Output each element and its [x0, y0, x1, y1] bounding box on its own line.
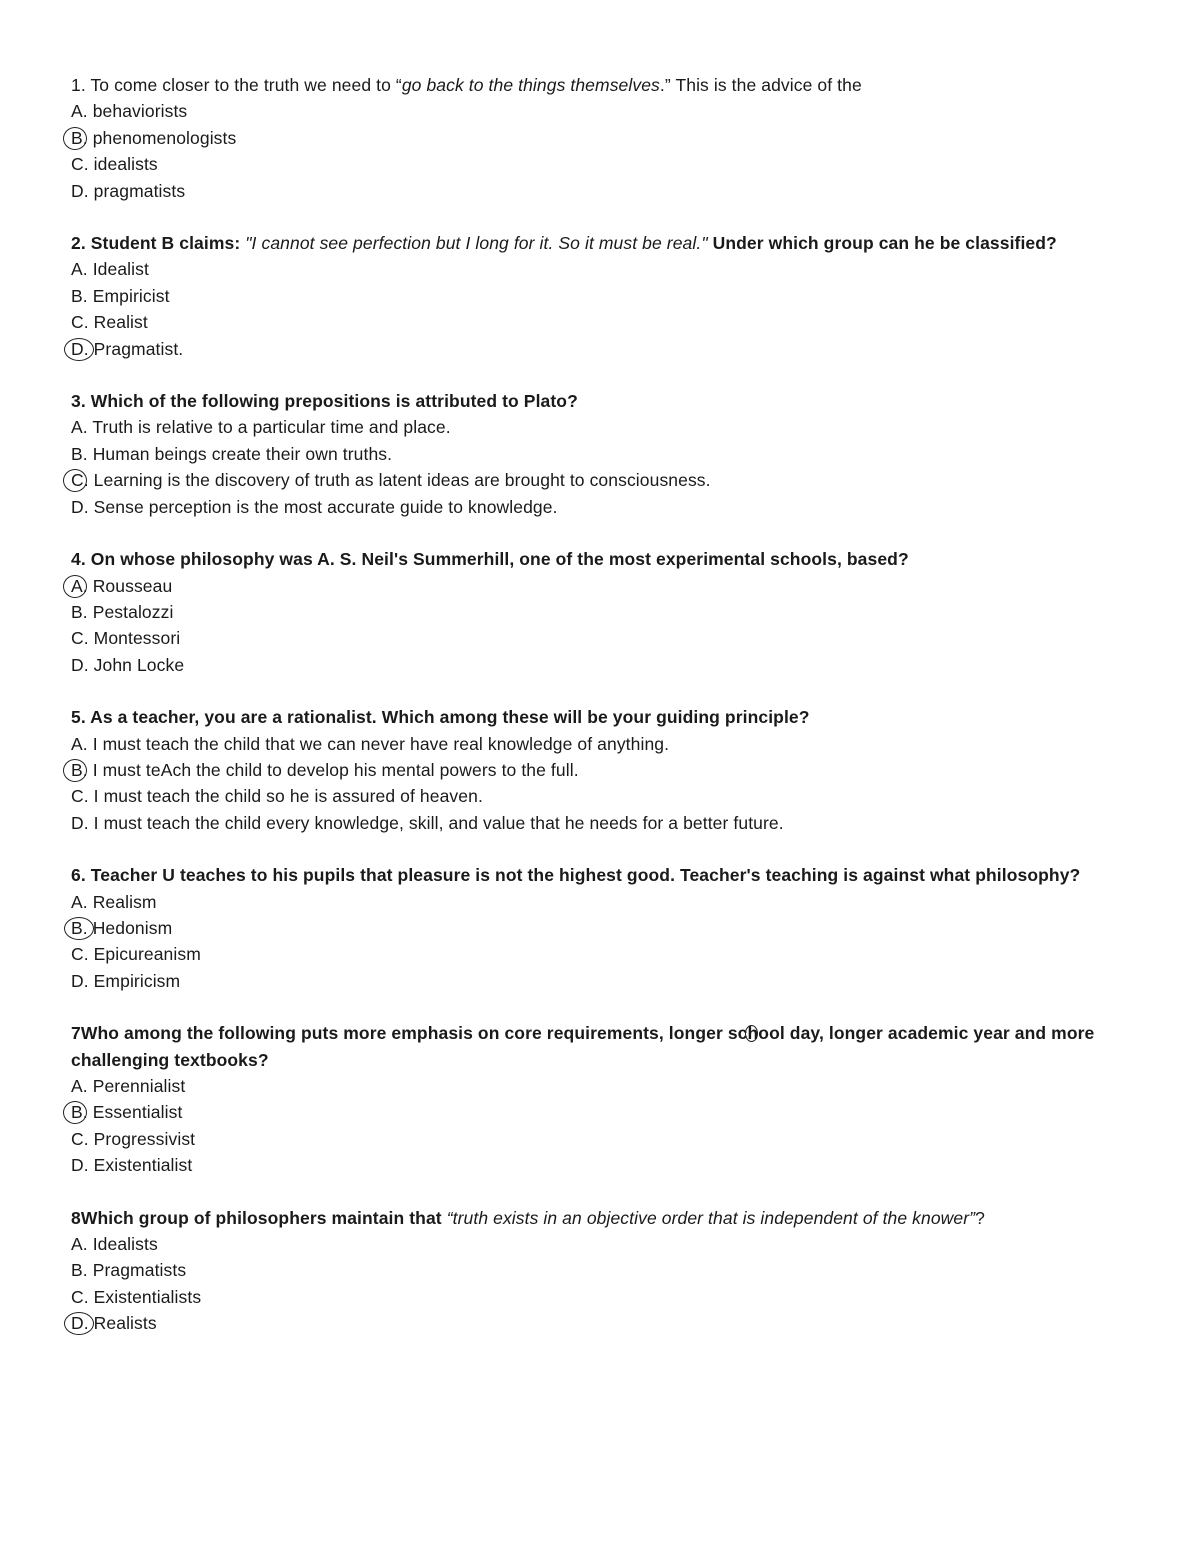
answer-option-text: D. Empiricism [71, 970, 181, 991]
quiz-page [71, 72, 1131, 1363]
answer-option-text: A. Idealist [71, 259, 149, 280]
question-stem [71, 862, 1131, 888]
stem-segment: “truth exists in an objective order that is independent of the knower” [446, 1207, 976, 1228]
circled-answer-mark [63, 575, 87, 598]
answer-option [71, 915, 1131, 941]
answer-option [71, 625, 1131, 651]
answer-option [71, 125, 1131, 151]
question-2 [71, 230, 1131, 362]
question-6 [71, 862, 1131, 994]
question-stem [71, 546, 1131, 572]
question-5 [71, 704, 1131, 836]
circled-answer-mark [63, 759, 87, 782]
stem-segment: Under which group can he be classified? [707, 233, 1057, 254]
answer-option-text: A. Truth is relative to a particular time and place. [71, 417, 451, 438]
answer-option [71, 98, 1131, 124]
question-4 [71, 546, 1131, 678]
question-7 [71, 1020, 1131, 1178]
answer-option-text: B. Human beings create their own truths. [71, 443, 393, 464]
answer-option-text: C. I must teach the child so he is assured of heaven. [71, 786, 483, 807]
answer-option [71, 889, 1131, 915]
answer-option [71, 573, 1131, 599]
answer-option [71, 941, 1131, 967]
answer-option-text: C. Progressivist [71, 1128, 196, 1149]
answer-option-text: C. Learning is the discovery of truth as latent ideas are brought to consciousness. [71, 470, 711, 491]
question-stem [71, 72, 1131, 98]
circled-answer-mark [64, 917, 94, 940]
answer-option [71, 757, 1131, 783]
answer-option-text: B. Empiricist [71, 285, 170, 306]
question-stem [71, 230, 1131, 256]
answer-option-text: C. Existentialists [71, 1286, 202, 1307]
question-stem [71, 704, 1131, 730]
answer-option [71, 1257, 1131, 1283]
answer-option [71, 256, 1131, 282]
stem-segment: 6. Teacher U teaches to his pupils that pleasure is not the highest good. Teacher's teaching is against what philosophy? [71, 865, 1081, 886]
answer-option [71, 652, 1131, 678]
stem-segment: 5. As a teacher, you are a rationalist. Which among these will be your guiding principle? [71, 707, 810, 728]
answer-option [71, 1231, 1131, 1257]
answer-option-text: D. Realists [71, 1313, 157, 1334]
answer-option [71, 441, 1131, 467]
answer-option-text: A. I must teach the child that we can never have real knowledge of anything. [71, 733, 670, 754]
stem-segment: 4. On whose philosophy was A. S. Neil's Summerhill, one of the most experimental schools, based? [71, 549, 909, 570]
answer-option [71, 336, 1131, 362]
answer-option [71, 467, 1131, 493]
question-stem [71, 388, 1131, 414]
answer-option-text: C. Realist [71, 312, 148, 333]
stem-segment: 8Which group of philosophers maintain that [71, 1207, 447, 1228]
stem-segment: go back to the things themselves [401, 75, 660, 95]
question-stem [71, 1205, 1131, 1231]
answer-option-text: B. I must teAch the child to develop his mental powers to the full. [71, 759, 579, 780]
answer-option [71, 414, 1131, 440]
circled-answer-mark [64, 338, 94, 361]
answer-option [71, 1284, 1131, 1310]
question-1 [71, 72, 1131, 204]
answer-option-text: B. Pragmatists [71, 1260, 187, 1281]
stem-segment: 1. To come closer to the truth we need to “ [71, 75, 402, 95]
stem-segment: 3. Which of the following prepositions is attributed to Plato? [71, 391, 578, 412]
answer-option-text: B. Hedonism [71, 917, 173, 938]
answer-option [71, 783, 1131, 809]
question-8 [71, 1205, 1131, 1337]
answer-option [71, 283, 1131, 309]
answer-option [71, 599, 1131, 625]
answer-option-text: D. pragmatists [71, 180, 186, 201]
answer-option [71, 1152, 1131, 1178]
answer-option-text: C. Epicureanism [71, 944, 201, 965]
stem-segment: 7Who among the following puts more emphasis on core requirements, longer school day, longer academic year and more challenging textbooks? [71, 1023, 1095, 1070]
question-3 [71, 388, 1131, 520]
stem-segment: ? [975, 1207, 985, 1228]
answer-option [71, 494, 1131, 520]
answer-option [71, 810, 1131, 836]
answer-option [71, 731, 1131, 757]
answer-option [71, 1310, 1131, 1336]
answer-option-text: C. Montessori [71, 628, 181, 649]
answer-option-text: A. Perennialist [71, 1076, 186, 1096]
answer-option [71, 151, 1131, 177]
answer-option [71, 968, 1131, 994]
answer-option-text: A. Rousseau [71, 575, 173, 596]
answer-option-text: D. I must teach the child every knowledge, skill, and value that he needs for a better future. [71, 812, 784, 833]
answer-option-text: A. Realism [71, 891, 157, 912]
stem-segment: "I cannot see perfection but I long for it. So it must be real." [245, 233, 708, 254]
circled-answer-mark [63, 127, 87, 150]
stem-segment: .” This is the advice of the [659, 75, 862, 95]
answer-option-text: D. John Locke [71, 654, 185, 675]
answer-option [71, 309, 1131, 335]
answer-option-text: D. Sense perception is the most accurate guide to knowledge. [71, 496, 558, 517]
answer-option [71, 178, 1131, 204]
question-stem [71, 1020, 1131, 1073]
answer-option-text: B. Pestalozzi [71, 601, 174, 622]
answer-option [71, 1073, 1131, 1099]
stem-segment: 2. Student B claims: [71, 233, 246, 254]
answer-option-text: C. idealists [71, 154, 158, 175]
answer-option-text: A. behaviorists [71, 101, 188, 122]
answer-option-text: D. Pragmatist. [71, 338, 184, 359]
answer-option-text: D. Existentialist [71, 1155, 193, 1176]
answer-option [71, 1126, 1131, 1152]
answer-option [71, 1099, 1131, 1125]
answer-option-text: A. Idealists [71, 1234, 158, 1255]
answer-option-text: B. Essentialist [71, 1102, 183, 1123]
answer-option-text: B. phenomenologists [71, 127, 237, 148]
